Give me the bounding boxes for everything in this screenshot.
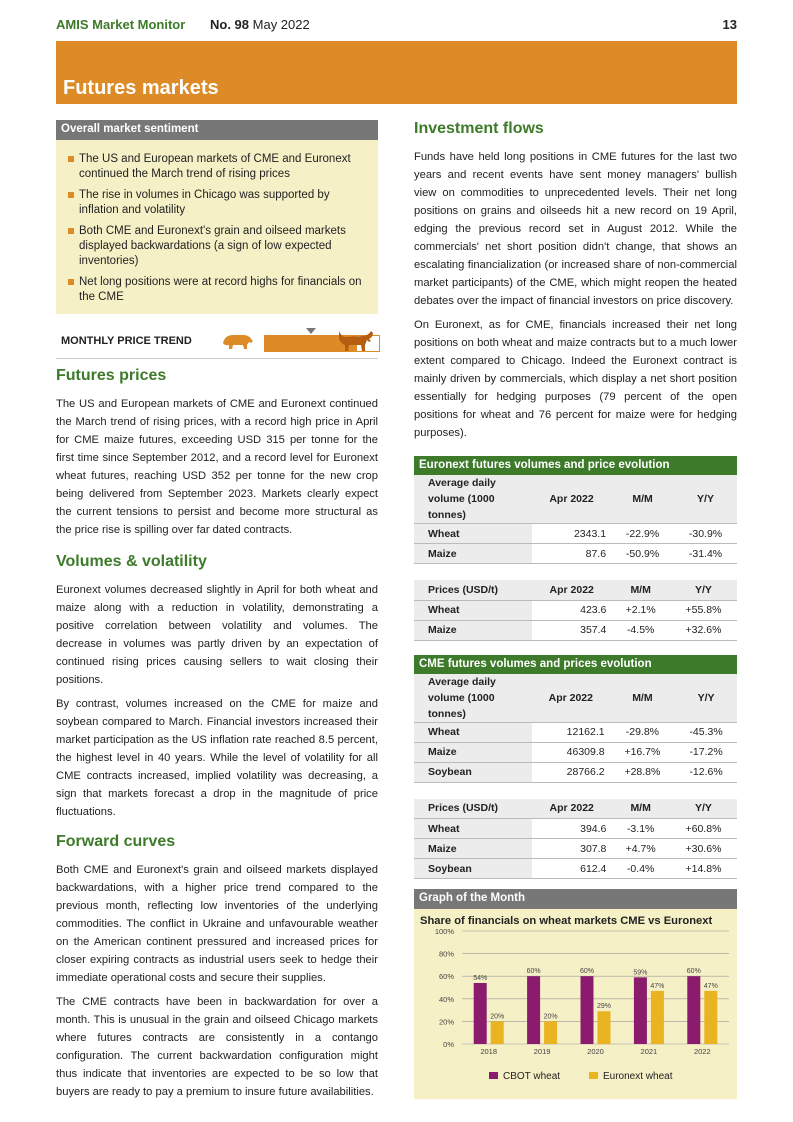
- futures-prices-paragraph: The US and European markets of CME and Euronext continued the March trend of rising prices, with a record high price in April for CME maize futures, exceeding USD 315 per tonne for the first time since September 2012, and a record level for Euronext wheat futures, reaching USD 352 per tonne for the new crop being delivered from September 2023. Markets clearly expect the current tensions to persist and become more structural as the price rise is spilling over far dated contracts.: [56, 398, 378, 536]
- right-column: [414, 120, 737, 1099]
- row-label: Wheat: [414, 524, 532, 544]
- bear-icon: [219, 329, 255, 351]
- column-header: Y/Y: [675, 674, 737, 723]
- table-cell: 357.4: [532, 620, 611, 640]
- issue-date: May 2022: [252, 17, 310, 32]
- column-header: Apr 2022: [532, 799, 611, 819]
- forward-curves-section: [56, 833, 378, 1101]
- chart-bar: [687, 976, 700, 1044]
- forward-paragraph-1: Both CME and Euronext's grain and oilseed markets displayed backwardations, with a higher price trend compared to the previous month, reflecting low inventories of the underlying commodities. The conflict in Ukraine and unfavourable weather on the American continent pressured and increased prices for closer expiring contracts as industrial users seek to hedge their immediate operational costs and secure their supplies.: [56, 864, 378, 984]
- table-row: [414, 524, 737, 544]
- issue-number: No. 98: [210, 17, 250, 32]
- table-cell: +4.7%: [611, 839, 670, 859]
- column-header: M/M: [611, 475, 674, 524]
- y-tick-label: 20%: [438, 1017, 454, 1027]
- cme-volume-table: [414, 674, 737, 783]
- data-label: 20%: [543, 1013, 558, 1021]
- table-row: [414, 742, 737, 762]
- row-label: Wheat: [414, 819, 532, 839]
- table-cell: -12.6%: [675, 762, 737, 782]
- chart-bar: [491, 1021, 504, 1044]
- y-tick-label: 80%: [438, 949, 454, 959]
- table-cell: -50.9%: [611, 544, 674, 564]
- table-row: [414, 722, 737, 742]
- bullet-icon: [68, 192, 74, 198]
- table-cell: -29.8%: [610, 722, 676, 742]
- column-header: Prices (USD/t): [414, 799, 532, 819]
- column-header: Apr 2022: [532, 475, 611, 524]
- table-header-row: [414, 799, 737, 819]
- sentiment-text: Both CME and Euronext's grain and oilseed markets displayed backwardations (a sign of low expected inventories): [79, 225, 346, 267]
- table-row: [414, 762, 737, 782]
- volumes-heading: Volumes & volatility: [56, 553, 207, 570]
- data-label: 59%: [633, 969, 648, 977]
- bullet-icon: [68, 228, 74, 234]
- bull-icon: [333, 327, 379, 353]
- row-label: Wheat: [414, 600, 532, 620]
- table-cell: 612.4: [532, 859, 611, 879]
- y-tick-label: 60%: [438, 972, 454, 982]
- chart-bar: [581, 976, 594, 1044]
- column-header: M/M: [611, 580, 670, 600]
- x-tick-label: 2018: [480, 1047, 498, 1056]
- data-label: 60%: [579, 968, 595, 976]
- data-label: 29%: [596, 1003, 612, 1011]
- row-label: Wheat: [414, 722, 532, 742]
- row-label: Maize: [414, 742, 532, 762]
- issue-info: [210, 17, 310, 32]
- volumes-paragraph-1: Euronext volumes decreased slightly in April for both wheat and maize along with a reduction in volatility, demonstrating a positive correlation between volatility and volumes. The decrease in volumes was partly driven by an expectation of continued rising prices causing sellers to wait closing their positions.: [56, 584, 378, 686]
- table-cell: +28.8%: [610, 762, 676, 782]
- data-label: 47%: [703, 982, 718, 990]
- trend-segment: [311, 336, 334, 351]
- chart-bar: [527, 976, 540, 1044]
- column-header: Y/Y: [670, 580, 737, 600]
- bullet-icon: [68, 156, 74, 162]
- sentiment-text: The rise in volumes in Chicago was supported by inflation and volatility: [79, 189, 330, 216]
- sentiment-text: Net long positions were at record highs for financials on the CME: [79, 276, 362, 303]
- table-header-row: [414, 674, 737, 723]
- row-label: Soybean: [414, 859, 532, 879]
- table-cell: 307.8: [532, 839, 611, 859]
- table-cell: 423.6: [532, 600, 611, 620]
- x-tick-label: 2019: [533, 1047, 551, 1056]
- y-tick-label: 40%: [438, 994, 454, 1004]
- table-cell: +30.6%: [670, 839, 737, 859]
- column-header: Average daily volume (1000 tonnes): [414, 674, 532, 723]
- table-cell: -4.5%: [611, 620, 670, 640]
- table-row: [414, 839, 737, 859]
- table-cell: 87.6: [532, 544, 611, 564]
- data-label: 20%: [490, 1013, 505, 1021]
- sentiment-text: The US and European markets of CME and Euronext continued the March trend of rising prices: [79, 153, 351, 180]
- cme-table-box: [414, 655, 737, 880]
- futures-prices-heading: Futures prices: [56, 367, 167, 384]
- volumes-paragraph-2: By contrast, volumes increased on the CME for maize and soybean compared to March. Financial investors increased their market participation as the US inflation rate reached 8.5 percent, the highest level in 40 years. While the level of volatility for all CME contracts increased, implied volatility was decreasing, a sign that markets forecast a drop in the magnitude of price fluctuations.: [56, 698, 378, 818]
- table-row: [414, 600, 737, 620]
- section-banner: [56, 41, 737, 104]
- table-cell: +32.6%: [670, 620, 737, 640]
- trend-segment: [265, 336, 288, 351]
- trend-segment: [288, 336, 311, 351]
- bar-chart: [414, 929, 737, 1099]
- table-row: [414, 819, 737, 839]
- row-label: Soybean: [414, 762, 532, 782]
- column-header: Y/Y: [674, 475, 737, 524]
- column-header: Prices (USD/t): [414, 580, 532, 600]
- table-header-row: [414, 580, 737, 600]
- chart-bar: [634, 977, 647, 1044]
- table-cell: +55.8%: [670, 600, 737, 620]
- euronext-price-table: [414, 580, 737, 641]
- euronext-volume-table: [414, 475, 737, 564]
- column-header: Apr 2022: [532, 674, 610, 723]
- investment-paragraph-1: Funds have held long positions in CME futures for the last two years and recent events have sent money managers' bullish view on commodities to unprecedented levels. Their net long positions on grains and oilseeds hit a new record on 19 April, edging the previous record set in August 2012. While the commercials' net short position didn't change, that shows an escalating financialization (or increased share of non-commercial market participants) of the CME, which might reopen the heated debates over the impact of financial investors on price discovery.: [414, 151, 737, 307]
- sentiment-box: [56, 120, 378, 314]
- investment-heading: Investment flows: [414, 120, 544, 137]
- chart-bar: [544, 1021, 557, 1044]
- table-cell: +60.8%: [670, 819, 737, 839]
- graph-box-title: Graph of the Month: [414, 889, 737, 909]
- cme-table-title: CME futures volumes and prices evolution: [414, 655, 737, 674]
- table-row: [414, 859, 737, 879]
- legend-label: CBOT wheat: [503, 1071, 561, 1082]
- page-number: 13: [722, 17, 737, 32]
- futures-prices-section: [56, 367, 378, 539]
- row-label: Maize: [414, 544, 532, 564]
- y-tick-label: 100%: [434, 929, 454, 936]
- column-header: Apr 2022: [532, 580, 611, 600]
- forward-curves-heading: Forward curves: [56, 833, 176, 850]
- data-label: 60%: [526, 968, 541, 976]
- table-cell: 46309.8: [532, 742, 610, 762]
- brand-title: AMIS Market Monitor: [56, 17, 186, 32]
- volumes-section: [56, 553, 378, 821]
- column-header: Average daily volume (1000 tonnes): [414, 475, 532, 524]
- x-tick-label: 2021: [640, 1047, 658, 1056]
- legend-swatch: [489, 1072, 498, 1079]
- table-cell: -3.1%: [611, 819, 670, 839]
- legend-swatch: [589, 1072, 598, 1079]
- graph-of-month: [414, 889, 737, 1099]
- trend-label: MONTHLY PRICE TREND: [61, 335, 192, 347]
- data-label: 60%: [686, 968, 701, 976]
- chart-title: Share of financials on wheat markets CME vs Euronext: [420, 915, 713, 927]
- row-label: Maize: [414, 839, 532, 859]
- table-cell: +14.8%: [670, 859, 737, 879]
- sentiment-list: [56, 140, 378, 305]
- x-tick-label: 2020: [587, 1047, 604, 1056]
- table-cell: 12162.1: [532, 722, 610, 742]
- page-header: [0, 0, 793, 40]
- euronext-table-title: Euronext futures volumes and price evolution: [414, 456, 737, 475]
- table-gap: [414, 783, 737, 799]
- data-label: 54%: [473, 974, 488, 982]
- euronext-table-box: [414, 456, 737, 641]
- cme-price-table: [414, 799, 737, 880]
- column-header: M/M: [611, 799, 670, 819]
- table-cell: -22.9%: [611, 524, 674, 544]
- table-cell: 394.6: [532, 819, 611, 839]
- sentiment-item: [68, 188, 366, 218]
- row-label: Maize: [414, 620, 532, 640]
- chart-bar: [704, 991, 717, 1044]
- table-cell: 2343.1: [532, 524, 611, 544]
- sentiment-item: [68, 224, 366, 269]
- investment-paragraph-2: On Euronext, as for CME, financials increased their net long positions on both wheat and maize contracts but to a much lower extent compared to Chicago. Indeed the Euronext contract is mainly driven by commercials, which display a net short position essentially for hedging purposes (79 percent of the open positions for wheat and 76 percent for maize were for hedging purposes).: [414, 319, 737, 439]
- chart-bar: [598, 1011, 611, 1044]
- table-header-row: [414, 475, 737, 524]
- column-header: Y/Y: [670, 799, 737, 819]
- table-row: [414, 620, 737, 640]
- trend-pointer-icon: [306, 328, 316, 334]
- data-label: 47%: [650, 982, 665, 990]
- y-tick-label: 0%: [443, 1040, 454, 1049]
- column-header: M/M: [610, 674, 676, 723]
- section-title: Futures markets: [63, 77, 219, 99]
- monthly-price-trend: [56, 324, 378, 354]
- chart-bar: [651, 991, 664, 1044]
- table-cell: +16.7%: [610, 742, 676, 762]
- bullet-icon: [68, 279, 74, 285]
- table-cell: -30.9%: [674, 524, 737, 544]
- left-column: [56, 120, 378, 1107]
- legend-label: Euronext wheat: [603, 1071, 673, 1082]
- forward-paragraph-2: The CME contracts have been in backwardation for over a month. This is unusual in the grain and oilseed Chicago markets where futures contracts are consistently in a contango configuration. The current backwardation configuration might thus indicate that inventories are expected to be so low that buyers are ready to pay a premium to insure future availabilities.: [56, 996, 378, 1098]
- x-tick-label: 2022: [693, 1047, 711, 1056]
- sentiment-title: Overall market sentiment: [56, 120, 378, 140]
- divider: [56, 358, 378, 359]
- table-cell: -0.4%: [611, 859, 670, 879]
- chart-bar: [474, 983, 487, 1044]
- table-gap: [414, 564, 737, 580]
- table-cell: -31.4%: [674, 544, 737, 564]
- table-cell: -17.2%: [675, 742, 737, 762]
- table-cell: -45.3%: [675, 722, 737, 742]
- table-cell: 28766.2: [532, 762, 610, 782]
- table-cell: +2.1%: [611, 600, 670, 620]
- table-row: [414, 544, 737, 564]
- sentiment-item: [68, 275, 366, 305]
- sentiment-item: [68, 152, 366, 182]
